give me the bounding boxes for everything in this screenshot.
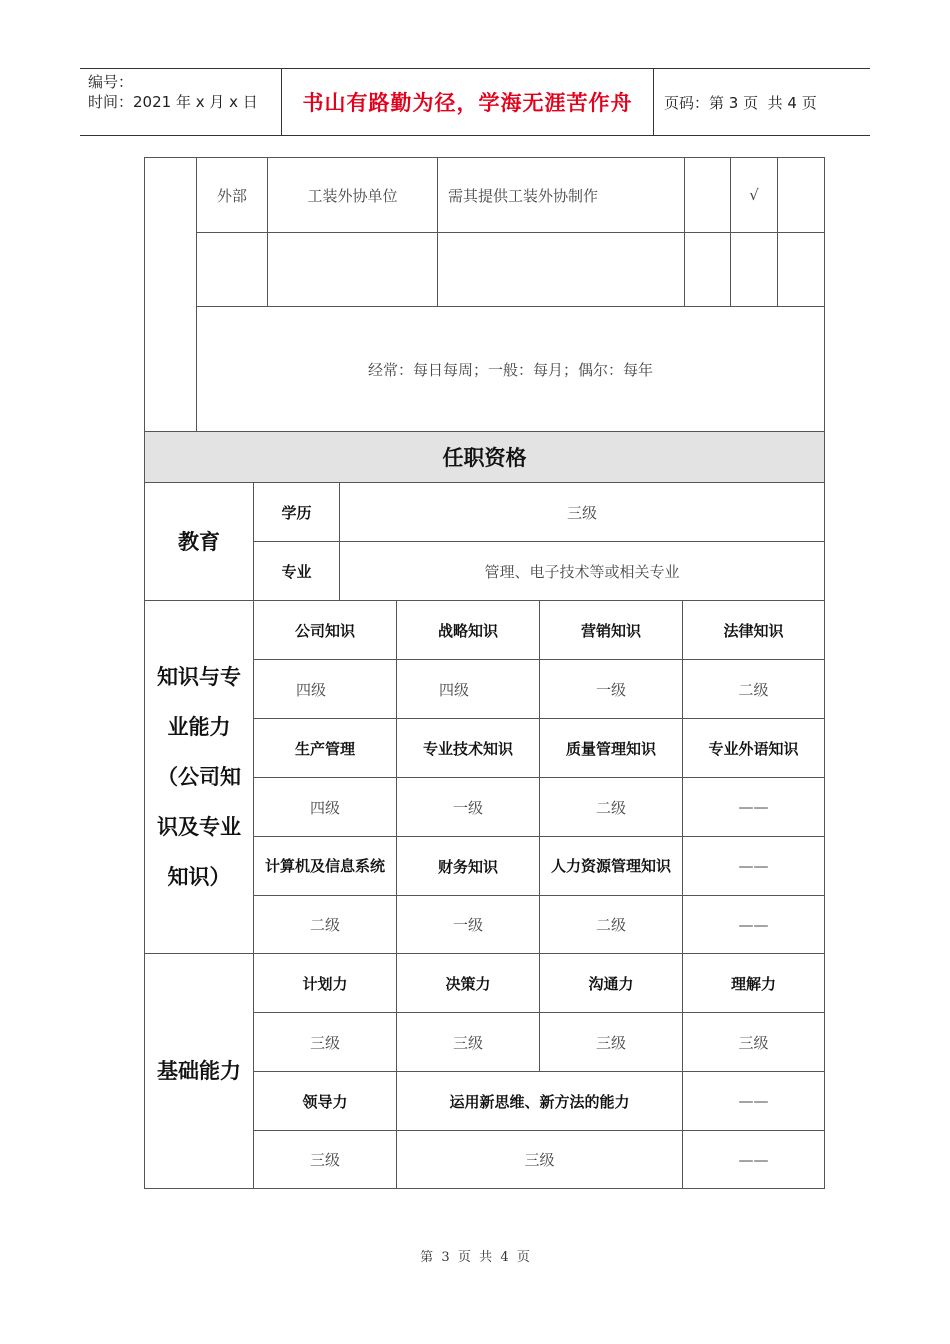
knowledge-item-level: 二级 <box>682 659 825 719</box>
knowledge-item-level: 二级 <box>253 895 397 954</box>
major-label: 专业 <box>253 541 340 601</box>
knowledge-item-label: 专业外语知识 <box>682 718 825 778</box>
knowledge-item-label: 战略知识 <box>396 600 540 660</box>
knowledge-item-label: —— <box>682 836 825 896</box>
ability-level: 三级 <box>682 1012 825 1072</box>
knowledge-item-label: 计算机及信息系统 <box>253 836 397 896</box>
knowledge-item-level: 二级 <box>539 895 683 954</box>
header-motto-cell <box>282 69 654 135</box>
contact-freq-a-cell <box>684 157 731 233</box>
ability-level: 三级 <box>253 1012 397 1072</box>
contact-freq-b-cell: √ <box>730 157 778 233</box>
knowledge-item-label: 质量管理知识 <box>539 718 683 778</box>
ability-label: 决策力 <box>396 953 540 1013</box>
degree-value: 三级 <box>339 482 825 542</box>
ability-label: 领导力 <box>253 1071 397 1131</box>
ability-level: 三级 <box>539 1012 683 1072</box>
ability-label: 计划力 <box>253 953 397 1013</box>
contact-freq-c-cell <box>777 157 825 233</box>
knowledge-item-level: 二级 <box>539 777 683 837</box>
ability-level: 三级 <box>396 1012 540 1072</box>
contact-freq-c-cell <box>777 232 825 307</box>
knowledge-item-label: 专业技术知识 <box>396 718 540 778</box>
knowledge-item-label: 生产管理 <box>253 718 397 778</box>
knowledge-item-label: 营销知识 <box>539 600 683 660</box>
header-number-label: 编号： <box>88 73 134 91</box>
frequency-note: 经常：每日每周；一般：每月；偶尔：每年 <box>196 306 825 432</box>
knowledge-item-level: 一级 <box>396 777 540 837</box>
knowledge-item-level: 四级 <box>253 659 397 719</box>
education-label: 教育 <box>144 482 254 601</box>
degree-label: 学历 <box>253 482 340 542</box>
ability-level: 三级 <box>396 1130 683 1189</box>
knowledge-item-level: —— <box>682 895 825 954</box>
major-value: 管理、电子技术等或相关专业 <box>339 541 825 601</box>
footer-page-number: 第 3 页 共 4 页 <box>420 1250 530 1265</box>
qualifications-title: 任职资格 <box>144 431 825 483</box>
knowledge-item-label: 公司知识 <box>253 600 397 660</box>
ability-label: 理解力 <box>682 953 825 1013</box>
knowledge-item-label: 人力资源管理知识 <box>539 836 683 896</box>
page-footer <box>0 1246 950 1265</box>
contact-freq-a-cell <box>684 232 731 307</box>
knowledge-label: 知识与专业能力（公司知识及专业知识） <box>144 600 254 954</box>
contact-unit-cell: 工装外协单位 <box>267 157 438 233</box>
knowledge-item-level: 一级 <box>539 659 683 719</box>
ability-label: 沟通力 <box>539 953 683 1013</box>
header-motto: 书山有路勤为径，学海无涯苦作舟 <box>302 91 633 115</box>
header-meta <box>80 69 282 135</box>
contact-freq-b-cell <box>730 232 778 307</box>
page-header <box>80 68 870 136</box>
knowledge-item-level: 四级 <box>396 659 540 719</box>
knowledge-item-level: 四级 <box>253 777 397 837</box>
ability-label: 运用新思维、新方法的能力 <box>396 1071 683 1131</box>
ability-level: 三级 <box>253 1130 397 1189</box>
ability-label: —— <box>682 1071 825 1131</box>
ability-level: —— <box>682 1130 825 1189</box>
header-page-cell <box>654 69 870 135</box>
contact-content-cell <box>437 232 685 307</box>
knowledge-item-level: 一级 <box>396 895 540 954</box>
header-date-label: 时间：2021 年 x 月 x 日 <box>88 93 258 111</box>
knowledge-item-level: —— <box>682 777 825 837</box>
contact-table-left-spacer <box>144 157 197 432</box>
basic-ability-label: 基础能力 <box>144 953 254 1189</box>
knowledge-item-label: 财务知识 <box>396 836 540 896</box>
header-page-info: 页码：第 3 页 共 4 页 <box>664 93 817 112</box>
contact-type-cell <box>196 232 268 307</box>
contact-unit-cell <box>267 232 438 307</box>
contact-content-cell: 需其提供工装外协制作 <box>437 157 685 233</box>
contact-type-cell: 外部 <box>196 157 268 233</box>
knowledge-item-label: 法律知识 <box>682 600 825 660</box>
